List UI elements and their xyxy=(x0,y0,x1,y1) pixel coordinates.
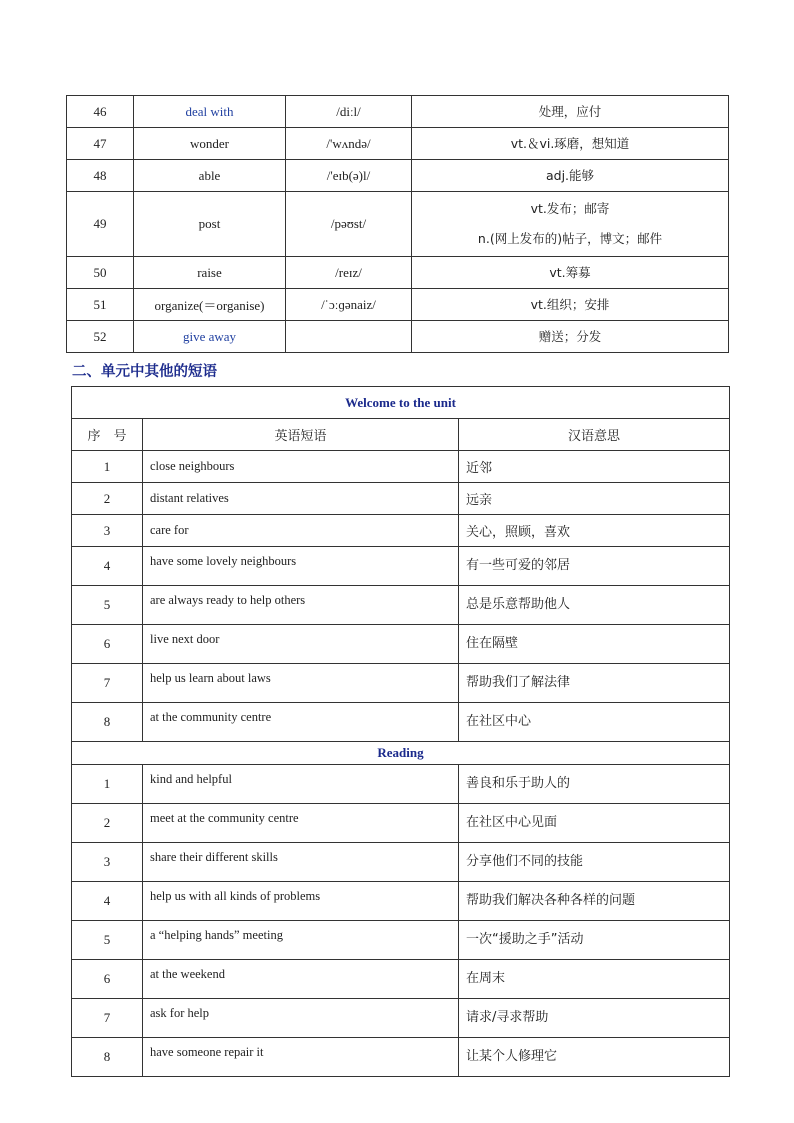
vocab-phonetic: /pəʊst/ xyxy=(286,192,412,257)
phrase-number: 2 xyxy=(72,804,143,843)
vocab-row xyxy=(67,96,729,128)
vocab-meaning-line: adj.能够 xyxy=(545,167,595,183)
phrase-row xyxy=(72,586,730,625)
vocab-word: raise xyxy=(134,257,286,289)
header-english: 英语短语 xyxy=(143,419,459,451)
phrase-english: kind and helpful xyxy=(143,765,459,804)
phrase-number: 2 xyxy=(72,483,143,515)
vocab-word: organize(＝organise) xyxy=(134,289,286,321)
vocab-row xyxy=(67,192,729,257)
vocab-phonetic: /reɪz/ xyxy=(286,257,412,289)
vocab-number: 50 xyxy=(67,257,134,289)
group-title: Welcome to the unit xyxy=(72,387,730,419)
phrase-english: have someone repair it xyxy=(143,1038,459,1077)
phrase-chinese: 一次“援助之手”活动 xyxy=(459,921,730,960)
group-title-row xyxy=(72,742,730,765)
phrase-row xyxy=(72,882,730,921)
phrase-row xyxy=(72,515,730,547)
vocab-phonetic: /'eɪb(ə)l/ xyxy=(286,160,412,192)
header-chinese: 汉语意思 xyxy=(459,419,730,451)
vocab-word: able xyxy=(134,160,286,192)
phrase-chinese: 关心，照顾，喜欢 xyxy=(459,515,730,547)
vocab-number: 47 xyxy=(67,128,134,160)
vocab-number: 46 xyxy=(67,96,134,128)
phrase-row xyxy=(72,921,730,960)
phrase-english: distant relatives xyxy=(143,483,459,515)
phrase-number: 3 xyxy=(72,515,143,547)
vocab-meaning-line: vt.发布；邮寄 xyxy=(530,201,610,216)
phrase-number: 1 xyxy=(72,451,143,483)
vocab-row xyxy=(67,257,729,289)
phrase-number: 5 xyxy=(72,921,143,960)
phrase-english: have some lovely neighbours xyxy=(143,547,459,586)
phrase-number: 6 xyxy=(72,960,143,999)
phrase-english: ask for help xyxy=(143,999,459,1038)
phrase-chinese: 分享他们不同的技能 xyxy=(459,843,730,882)
phrase-number: 7 xyxy=(72,999,143,1038)
phrase-row xyxy=(72,765,730,804)
phrase-english: share their different skills xyxy=(143,843,459,882)
vocab-meaning-line: 赠送；分发 xyxy=(538,328,602,344)
phrase-english: meet at the community centre xyxy=(143,804,459,843)
vocab-meaning xyxy=(412,192,729,257)
phrase-row xyxy=(72,547,730,586)
vocab-meaning-line: vt.筹募 xyxy=(549,264,591,280)
phrase-english: close neighbours xyxy=(143,451,459,483)
phrase-table xyxy=(71,386,730,1077)
vocab-word: post xyxy=(134,192,286,257)
phrase-chinese: 近邻 xyxy=(459,451,730,483)
phrase-english: a “helping hands” meeting xyxy=(143,921,459,960)
phrase-number: 3 xyxy=(72,843,143,882)
vocab-phonetic: /diːl/ xyxy=(286,96,412,128)
vocabulary-table xyxy=(66,95,729,353)
vocab-meaning xyxy=(412,160,729,192)
vocabulary-table-body xyxy=(67,96,729,353)
vocab-meaning-line: n.(网上发布的)帖子，博文；邮件 xyxy=(477,231,663,246)
phrase-chinese: 有一些可爱的邻居 xyxy=(459,547,730,586)
phrase-chinese: 帮助我们了解法律 xyxy=(459,664,730,703)
phrase-number: 1 xyxy=(72,765,143,804)
phrase-row xyxy=(72,703,730,742)
phrase-english: at the weekend xyxy=(143,960,459,999)
phrase-table-body xyxy=(72,387,730,1077)
vocab-phonetic: /ˈɔːɡənaiz/ xyxy=(286,289,412,321)
vocab-meaning xyxy=(412,321,729,353)
phrase-english: live next door xyxy=(143,625,459,664)
phrase-english: help us with all kinds of problems xyxy=(143,882,459,921)
phrase-chinese: 善良和乐于助人的 xyxy=(459,765,730,804)
section-title: 二、单元中其他的短语 xyxy=(72,364,217,380)
header-no: 序 号 xyxy=(72,419,143,451)
vocab-phonetic xyxy=(286,321,412,353)
phrase-english: help us learn about laws xyxy=(143,664,459,703)
phrase-chinese: 在社区中心见面 xyxy=(459,804,730,843)
vocab-row xyxy=(67,128,729,160)
phrase-row xyxy=(72,625,730,664)
phrase-row xyxy=(72,999,730,1038)
vocab-row xyxy=(67,289,729,321)
phrase-english: at the community centre xyxy=(143,703,459,742)
vocab-meaning xyxy=(412,257,729,289)
vocab-meaning-line: 处理，应付 xyxy=(538,103,602,119)
phrase-chinese: 在社区中心 xyxy=(459,703,730,742)
vocab-meaning xyxy=(412,128,729,160)
group-title-row xyxy=(72,387,730,419)
phrase-chinese: 请求/寻求帮助 xyxy=(459,999,730,1038)
phrase-english: are always ready to help others xyxy=(143,586,459,625)
phrase-row xyxy=(72,1038,730,1077)
vocab-number: 52 xyxy=(67,321,134,353)
phrase-chinese: 总是乐意帮助他人 xyxy=(459,586,730,625)
phrase-row xyxy=(72,664,730,703)
phrase-number: 4 xyxy=(72,882,143,921)
phrase-english: care for xyxy=(143,515,459,547)
vocab-word: wonder xyxy=(134,128,286,160)
vocab-meaning xyxy=(412,96,729,128)
phrase-number: 8 xyxy=(72,703,143,742)
phrase-row xyxy=(72,451,730,483)
phrase-row xyxy=(72,804,730,843)
vocab-word: deal with xyxy=(134,96,286,128)
vocab-row xyxy=(67,321,729,353)
vocab-number: 48 xyxy=(67,160,134,192)
phrase-row xyxy=(72,483,730,515)
vocab-meaning xyxy=(412,289,729,321)
vocab-row xyxy=(67,160,729,192)
phrase-chinese: 帮助我们解决各种各样的问题 xyxy=(459,882,730,921)
phrase-number: 6 xyxy=(72,625,143,664)
phrase-row xyxy=(72,843,730,882)
phrase-header-row xyxy=(72,419,730,451)
phrase-number: 4 xyxy=(72,547,143,586)
vocab-word: give away xyxy=(134,321,286,353)
phrase-number: 5 xyxy=(72,586,143,625)
vocab-phonetic: /'wʌndə/ xyxy=(286,128,412,160)
phrase-chinese: 让某个人修理它 xyxy=(459,1038,730,1077)
vocab-meaning-line: vt.＆vi.琢磨，想知道 xyxy=(510,135,630,151)
vocab-number: 51 xyxy=(67,289,134,321)
vocab-meaning-line: vt.组织；安排 xyxy=(530,296,610,312)
phrase-number: 8 xyxy=(72,1038,143,1077)
phrase-chinese: 住在隔壁 xyxy=(459,625,730,664)
phrase-chinese: 在周末 xyxy=(459,960,730,999)
phrase-chinese: 远亲 xyxy=(459,483,730,515)
vocab-number: 49 xyxy=(67,192,134,257)
phrase-row xyxy=(72,960,730,999)
phrase-number: 7 xyxy=(72,664,143,703)
group-title: Reading xyxy=(72,742,730,765)
